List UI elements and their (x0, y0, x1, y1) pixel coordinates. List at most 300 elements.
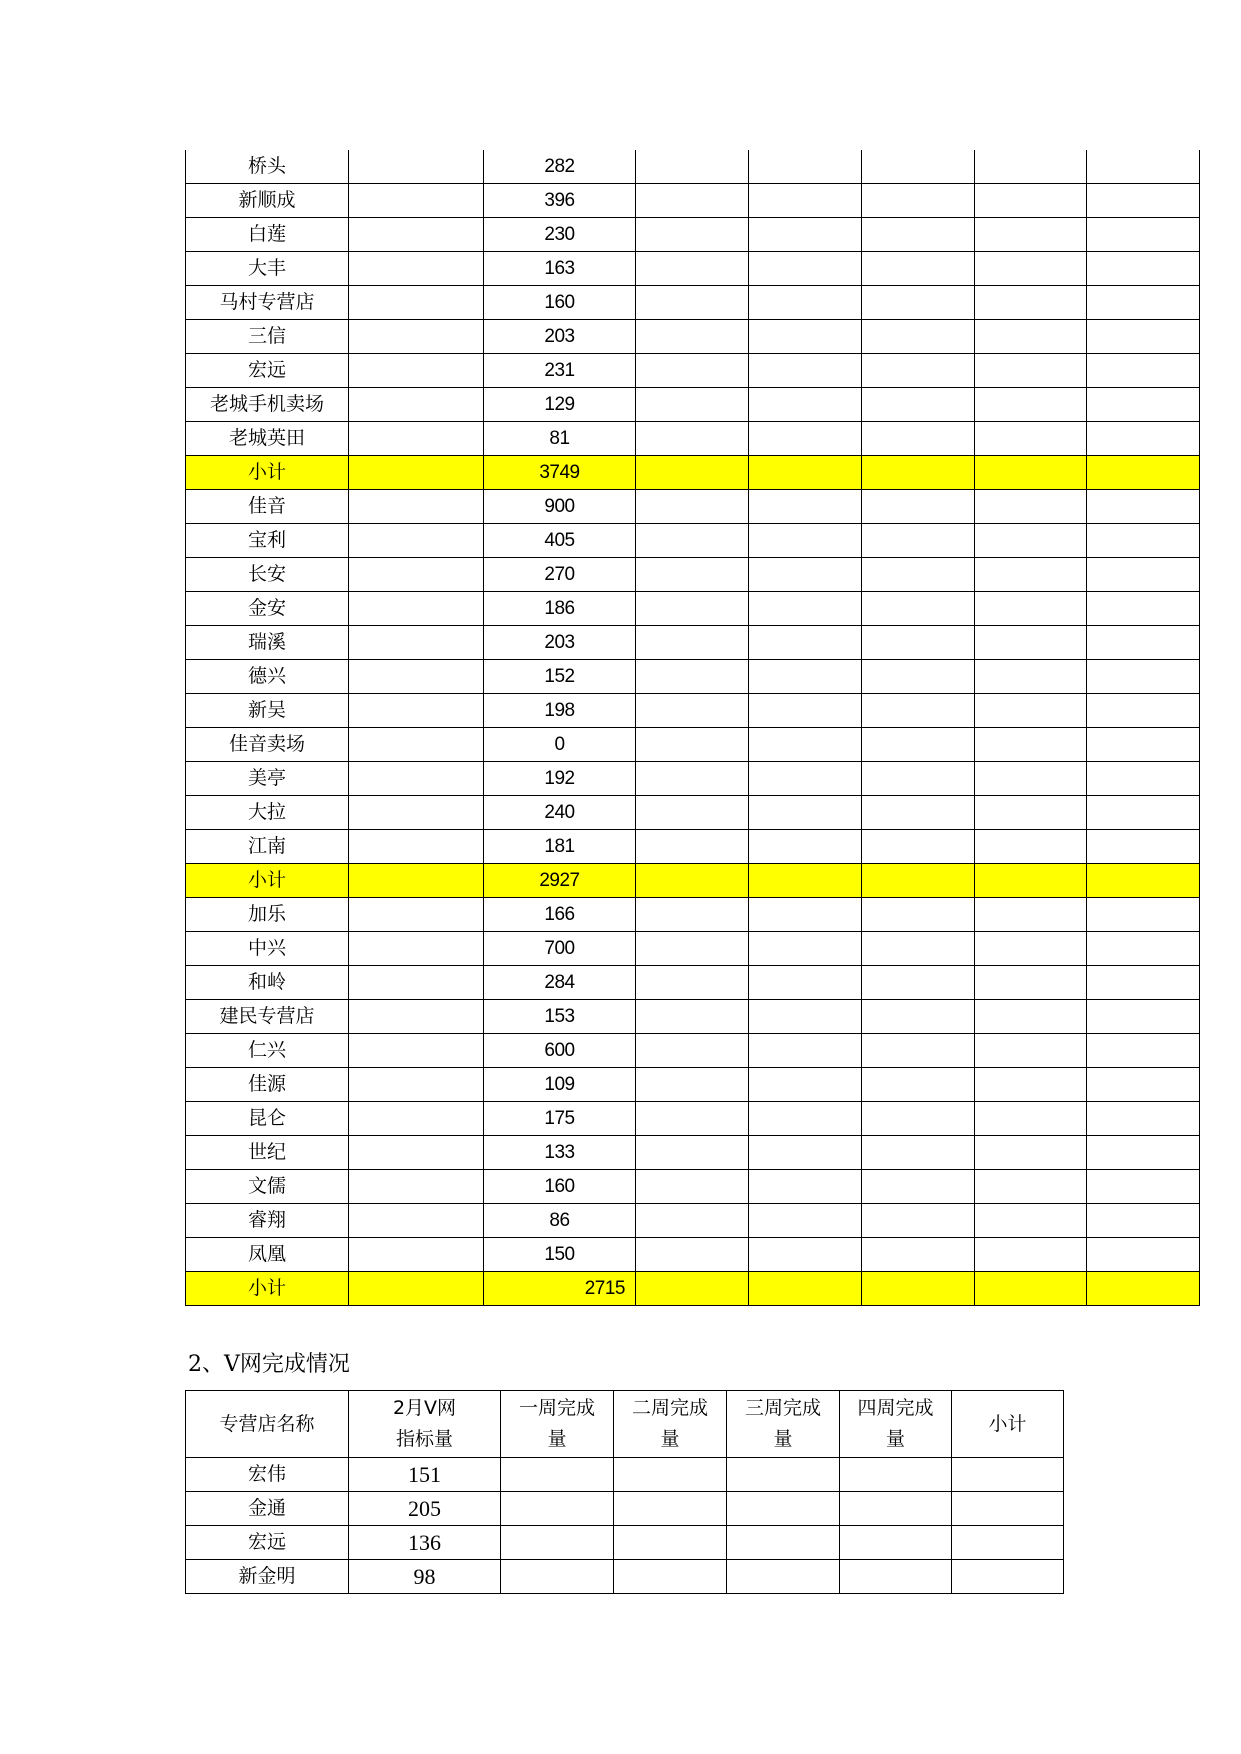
target-value-cell: 160 (484, 286, 636, 320)
empty-cell (349, 932, 484, 966)
target-value-cell: 98 (349, 1560, 501, 1594)
empty-cell (727, 1526, 840, 1560)
empty-cell (636, 286, 749, 320)
empty-cell (1087, 1034, 1200, 1068)
empty-cell (1087, 354, 1200, 388)
empty-cell (349, 320, 484, 354)
table-row (186, 1526, 1064, 1560)
empty-cell (349, 1272, 484, 1306)
table-header-row (186, 1391, 1064, 1458)
column-header-line: 量 (773, 1428, 793, 1450)
empty-cell (840, 1492, 952, 1526)
empty-cell (349, 830, 484, 864)
column-header (727, 1391, 840, 1458)
table-row (186, 286, 1200, 320)
column-header-line: 二周完成 (631, 1397, 708, 1419)
empty-cell (975, 1068, 1087, 1102)
empty-cell (349, 524, 484, 558)
table-row (186, 898, 1200, 932)
target-value-cell: 152 (484, 660, 636, 694)
store-name-cell: 美亭 (186, 762, 349, 796)
empty-cell (349, 1170, 484, 1204)
empty-cell (749, 932, 862, 966)
empty-cell (975, 252, 1087, 286)
empty-cell (349, 1238, 484, 1272)
store-name-cell: 三信 (186, 320, 349, 354)
empty-cell (1087, 830, 1200, 864)
empty-cell (749, 422, 862, 456)
empty-cell (749, 660, 862, 694)
store-name-cell: 和岭 (186, 966, 349, 1000)
target-value-cell: 405 (484, 524, 636, 558)
table-row (186, 218, 1200, 252)
empty-cell (636, 150, 749, 184)
table-row (186, 354, 1200, 388)
empty-cell (727, 1458, 840, 1492)
empty-cell (636, 252, 749, 286)
empty-cell (636, 932, 749, 966)
empty-cell (614, 1492, 727, 1526)
table-row (186, 1102, 1200, 1136)
empty-cell (749, 1238, 862, 1272)
empty-cell (975, 422, 1087, 456)
store-name-cell: 建民专营店 (186, 1000, 349, 1034)
empty-cell (349, 1068, 484, 1102)
empty-cell (727, 1492, 840, 1526)
empty-cell (349, 592, 484, 626)
store-name-cell: 宏远 (186, 354, 349, 388)
empty-cell (636, 456, 749, 490)
target-value-cell: 198 (484, 694, 636, 728)
target-value-cell: 133 (484, 1136, 636, 1170)
empty-cell (975, 150, 1087, 184)
empty-cell (1087, 490, 1200, 524)
empty-cell (862, 1068, 975, 1102)
empty-cell (727, 1560, 840, 1594)
table-row (186, 1034, 1200, 1068)
store-name-cell: 佳音 (186, 490, 349, 524)
empty-cell (749, 150, 862, 184)
table-row (186, 184, 1200, 218)
v-network-table (185, 1390, 1064, 1594)
empty-cell (614, 1526, 727, 1560)
target-value-cell: 86 (484, 1204, 636, 1238)
empty-cell (862, 1102, 975, 1136)
empty-cell (749, 1204, 862, 1238)
empty-cell (862, 1238, 975, 1272)
empty-cell (862, 932, 975, 966)
table-row (186, 1492, 1064, 1526)
empty-cell (349, 252, 484, 286)
table-row (186, 728, 1200, 762)
empty-cell (1087, 184, 1200, 218)
empty-cell (749, 762, 862, 796)
empty-cell (975, 218, 1087, 252)
empty-cell (636, 1204, 749, 1238)
empty-cell (749, 1034, 862, 1068)
empty-cell (862, 1000, 975, 1034)
empty-cell (975, 728, 1087, 762)
store-name-cell: 中兴 (186, 932, 349, 966)
empty-cell (975, 1204, 1087, 1238)
target-value-cell: 270 (484, 558, 636, 592)
column-header-line: 小计 (988, 1412, 1027, 1435)
store-name-cell: 白莲 (186, 218, 349, 252)
target-value-cell: 700 (484, 932, 636, 966)
empty-cell (862, 864, 975, 898)
empty-cell (862, 1204, 975, 1238)
empty-cell (349, 660, 484, 694)
empty-cell (862, 558, 975, 592)
table-row (186, 524, 1200, 558)
empty-cell (975, 898, 1087, 932)
table-row (186, 626, 1200, 660)
empty-cell (636, 558, 749, 592)
empty-cell (349, 286, 484, 320)
store-name-cell: 小计 (186, 864, 349, 898)
empty-cell (862, 796, 975, 830)
empty-cell (349, 354, 484, 388)
empty-cell (749, 490, 862, 524)
empty-cell (636, 728, 749, 762)
store-name-cell: 世纪 (186, 1136, 349, 1170)
target-value-cell: 181 (484, 830, 636, 864)
target-value-cell: 2715 (484, 1272, 636, 1306)
empty-cell (1087, 1272, 1200, 1306)
column-header (349, 1391, 501, 1458)
empty-cell (975, 694, 1087, 728)
target-value-cell: 163 (484, 252, 636, 286)
empty-cell (840, 1458, 952, 1492)
empty-cell (975, 320, 1087, 354)
store-name-cell: 大丰 (186, 252, 349, 286)
empty-cell (749, 1170, 862, 1204)
store-name-cell: 瑞溪 (186, 626, 349, 660)
empty-cell (975, 864, 1087, 898)
target-value-cell: 900 (484, 490, 636, 524)
empty-cell (975, 490, 1087, 524)
empty-cell (349, 218, 484, 252)
empty-cell (840, 1560, 952, 1594)
empty-cell (749, 320, 862, 354)
table-row (186, 150, 1200, 184)
store-name-cell: 昆仑 (186, 1102, 349, 1136)
empty-cell (349, 1000, 484, 1034)
empty-cell (975, 184, 1087, 218)
empty-cell (975, 286, 1087, 320)
empty-cell (862, 1034, 975, 1068)
store-name-cell: 小计 (186, 456, 349, 490)
empty-cell (1087, 1136, 1200, 1170)
empty-cell (749, 1068, 862, 1102)
empty-cell (862, 626, 975, 660)
empty-cell (749, 354, 862, 388)
store-name-cell: 马村专营店 (186, 286, 349, 320)
target-value-cell: 186 (484, 592, 636, 626)
column-header (501, 1391, 614, 1458)
empty-cell (862, 762, 975, 796)
empty-cell (862, 388, 975, 422)
empty-cell (349, 898, 484, 932)
store-name-cell: 江南 (186, 830, 349, 864)
target-value-cell: 81 (484, 422, 636, 456)
empty-cell (349, 1102, 484, 1136)
store-name-cell: 大拉 (186, 796, 349, 830)
empty-cell (749, 558, 862, 592)
empty-cell (349, 150, 484, 184)
empty-cell (749, 456, 862, 490)
empty-cell (1087, 524, 1200, 558)
empty-cell (349, 422, 484, 456)
empty-cell (1087, 898, 1200, 932)
table-row (186, 320, 1200, 354)
empty-cell (636, 1170, 749, 1204)
empty-cell (349, 694, 484, 728)
empty-cell (636, 1272, 749, 1306)
empty-cell (1087, 762, 1200, 796)
empty-cell (349, 796, 484, 830)
target-value-cell: 192 (484, 762, 636, 796)
table-row (186, 1068, 1200, 1102)
empty-cell (975, 388, 1087, 422)
empty-cell (862, 660, 975, 694)
column-header (952, 1391, 1064, 1458)
store-name-cell: 宏远 (186, 1526, 349, 1560)
table-row (186, 1560, 1064, 1594)
empty-cell (1087, 796, 1200, 830)
empty-cell (1087, 150, 1200, 184)
empty-cell (749, 218, 862, 252)
subtotal-row (186, 456, 1200, 490)
empty-cell (749, 626, 862, 660)
column-header-line: 量 (885, 1428, 905, 1450)
empty-cell (975, 456, 1087, 490)
target-value-cell: 153 (484, 1000, 636, 1034)
empty-cell (862, 490, 975, 524)
empty-cell (975, 830, 1087, 864)
empty-cell (636, 660, 749, 694)
empty-cell (975, 524, 1087, 558)
table-row (186, 490, 1200, 524)
target-value-cell: 203 (484, 320, 636, 354)
empty-cell (952, 1560, 1064, 1594)
empty-cell (349, 1136, 484, 1170)
empty-cell (636, 524, 749, 558)
table-row (186, 1458, 1064, 1492)
store-name-cell: 加乐 (186, 898, 349, 932)
empty-cell (349, 1204, 484, 1238)
empty-cell (975, 762, 1087, 796)
empty-cell (636, 762, 749, 796)
empty-cell (1087, 660, 1200, 694)
empty-cell (636, 966, 749, 1000)
target-value-cell: 150 (484, 1238, 636, 1272)
empty-cell (1087, 422, 1200, 456)
empty-cell (975, 932, 1087, 966)
empty-cell (862, 592, 975, 626)
target-value-cell: 203 (484, 626, 636, 660)
column-header-line: 2月V网 (392, 1397, 457, 1419)
empty-cell (862, 354, 975, 388)
store-name-cell: 佳音卖场 (186, 728, 349, 762)
store-name-cell: 老城手机卖场 (186, 388, 349, 422)
target-value-cell: 109 (484, 1068, 636, 1102)
target-value-cell: 231 (484, 354, 636, 388)
empty-cell (975, 626, 1087, 660)
empty-cell (636, 184, 749, 218)
table-row (186, 422, 1200, 456)
target-value-cell: 230 (484, 218, 636, 252)
empty-cell (1087, 592, 1200, 626)
empty-cell (749, 592, 862, 626)
empty-cell (636, 694, 749, 728)
empty-cell (1087, 218, 1200, 252)
table-row (186, 1238, 1200, 1272)
store-name-cell: 仁兴 (186, 1034, 349, 1068)
empty-cell (636, 626, 749, 660)
empty-cell (501, 1560, 614, 1594)
empty-cell (636, 1238, 749, 1272)
empty-cell (349, 456, 484, 490)
table-row (186, 388, 1200, 422)
target-value-cell: 396 (484, 184, 636, 218)
empty-cell (636, 1136, 749, 1170)
empty-cell (636, 898, 749, 932)
table-row (186, 592, 1200, 626)
empty-cell (975, 1136, 1087, 1170)
empty-cell (862, 252, 975, 286)
empty-cell (1087, 1000, 1200, 1034)
empty-cell (975, 1272, 1087, 1306)
empty-cell (749, 1102, 862, 1136)
empty-cell (1087, 252, 1200, 286)
empty-cell (636, 388, 749, 422)
empty-cell (975, 592, 1087, 626)
table-row (186, 1136, 1200, 1170)
empty-cell (749, 1136, 862, 1170)
store-name-cell: 桥头 (186, 150, 349, 184)
empty-cell (975, 660, 1087, 694)
store-name-cell: 文儒 (186, 1170, 349, 1204)
empty-cell (862, 694, 975, 728)
table-row (186, 1204, 1200, 1238)
empty-cell (349, 966, 484, 1000)
empty-cell (749, 388, 862, 422)
empty-cell (749, 966, 862, 1000)
empty-cell (1087, 286, 1200, 320)
empty-cell (862, 1272, 975, 1306)
empty-cell (862, 218, 975, 252)
empty-cell (862, 830, 975, 864)
empty-cell (749, 1000, 862, 1034)
empty-cell (636, 830, 749, 864)
target-value-cell: 282 (484, 150, 636, 184)
store-name-cell: 凤凰 (186, 1238, 349, 1272)
empty-cell (636, 422, 749, 456)
empty-cell (975, 1170, 1087, 1204)
store-name-cell: 德兴 (186, 660, 349, 694)
empty-cell (349, 388, 484, 422)
empty-cell (636, 1102, 749, 1136)
empty-cell (636, 1034, 749, 1068)
empty-cell (636, 592, 749, 626)
table-row (186, 830, 1200, 864)
empty-cell (349, 490, 484, 524)
table-row (186, 932, 1200, 966)
target-value-cell: 205 (349, 1492, 501, 1526)
target-value-cell: 2927 (484, 864, 636, 898)
empty-cell (749, 694, 862, 728)
empty-cell (862, 524, 975, 558)
store-name-cell: 长安 (186, 558, 349, 592)
empty-cell (1087, 388, 1200, 422)
column-header-line: 专营店名称 (219, 1412, 315, 1435)
store-name-cell: 新金明 (186, 1560, 349, 1594)
empty-cell (349, 864, 484, 898)
empty-cell (749, 830, 862, 864)
empty-cell (862, 1170, 975, 1204)
store-name-cell: 新顺成 (186, 184, 349, 218)
target-value-cell: 3749 (484, 456, 636, 490)
empty-cell (636, 796, 749, 830)
empty-cell (349, 184, 484, 218)
empty-cell (636, 320, 749, 354)
target-value-cell: 175 (484, 1102, 636, 1136)
empty-cell (1087, 728, 1200, 762)
column-header-line: 一周完成 (518, 1397, 595, 1419)
empty-cell (749, 286, 862, 320)
column-header (186, 1391, 349, 1458)
store-name-cell: 宝利 (186, 524, 349, 558)
empty-cell (349, 558, 484, 592)
empty-cell (1087, 932, 1200, 966)
table-row (186, 1000, 1200, 1034)
empty-cell (1087, 864, 1200, 898)
empty-cell (862, 966, 975, 1000)
empty-cell (749, 1272, 862, 1306)
empty-cell (975, 558, 1087, 592)
empty-cell (614, 1560, 727, 1594)
empty-cell (975, 1238, 1087, 1272)
empty-cell (1087, 558, 1200, 592)
empty-cell (862, 456, 975, 490)
table-row (186, 762, 1200, 796)
empty-cell (1087, 1238, 1200, 1272)
empty-cell (1087, 626, 1200, 660)
column-header-line: 四周完成 (857, 1397, 934, 1419)
store-target-table (185, 150, 1200, 1306)
empty-cell (1087, 1068, 1200, 1102)
empty-cell (1087, 1204, 1200, 1238)
target-value-cell: 284 (484, 966, 636, 1000)
empty-cell (501, 1526, 614, 1560)
column-header-line: 量 (660, 1428, 680, 1450)
empty-cell (952, 1458, 1064, 1492)
empty-cell (749, 898, 862, 932)
store-name-cell: 金安 (186, 592, 349, 626)
table-row (186, 796, 1200, 830)
empty-cell (1087, 456, 1200, 490)
empty-cell (952, 1526, 1064, 1560)
empty-cell (636, 218, 749, 252)
empty-cell (636, 490, 749, 524)
empty-cell (1087, 694, 1200, 728)
column-header-line: 指标量 (395, 1428, 453, 1450)
target-value-cell: 166 (484, 898, 636, 932)
empty-cell (636, 1068, 749, 1102)
store-name-cell: 新吴 (186, 694, 349, 728)
empty-cell (501, 1492, 614, 1526)
